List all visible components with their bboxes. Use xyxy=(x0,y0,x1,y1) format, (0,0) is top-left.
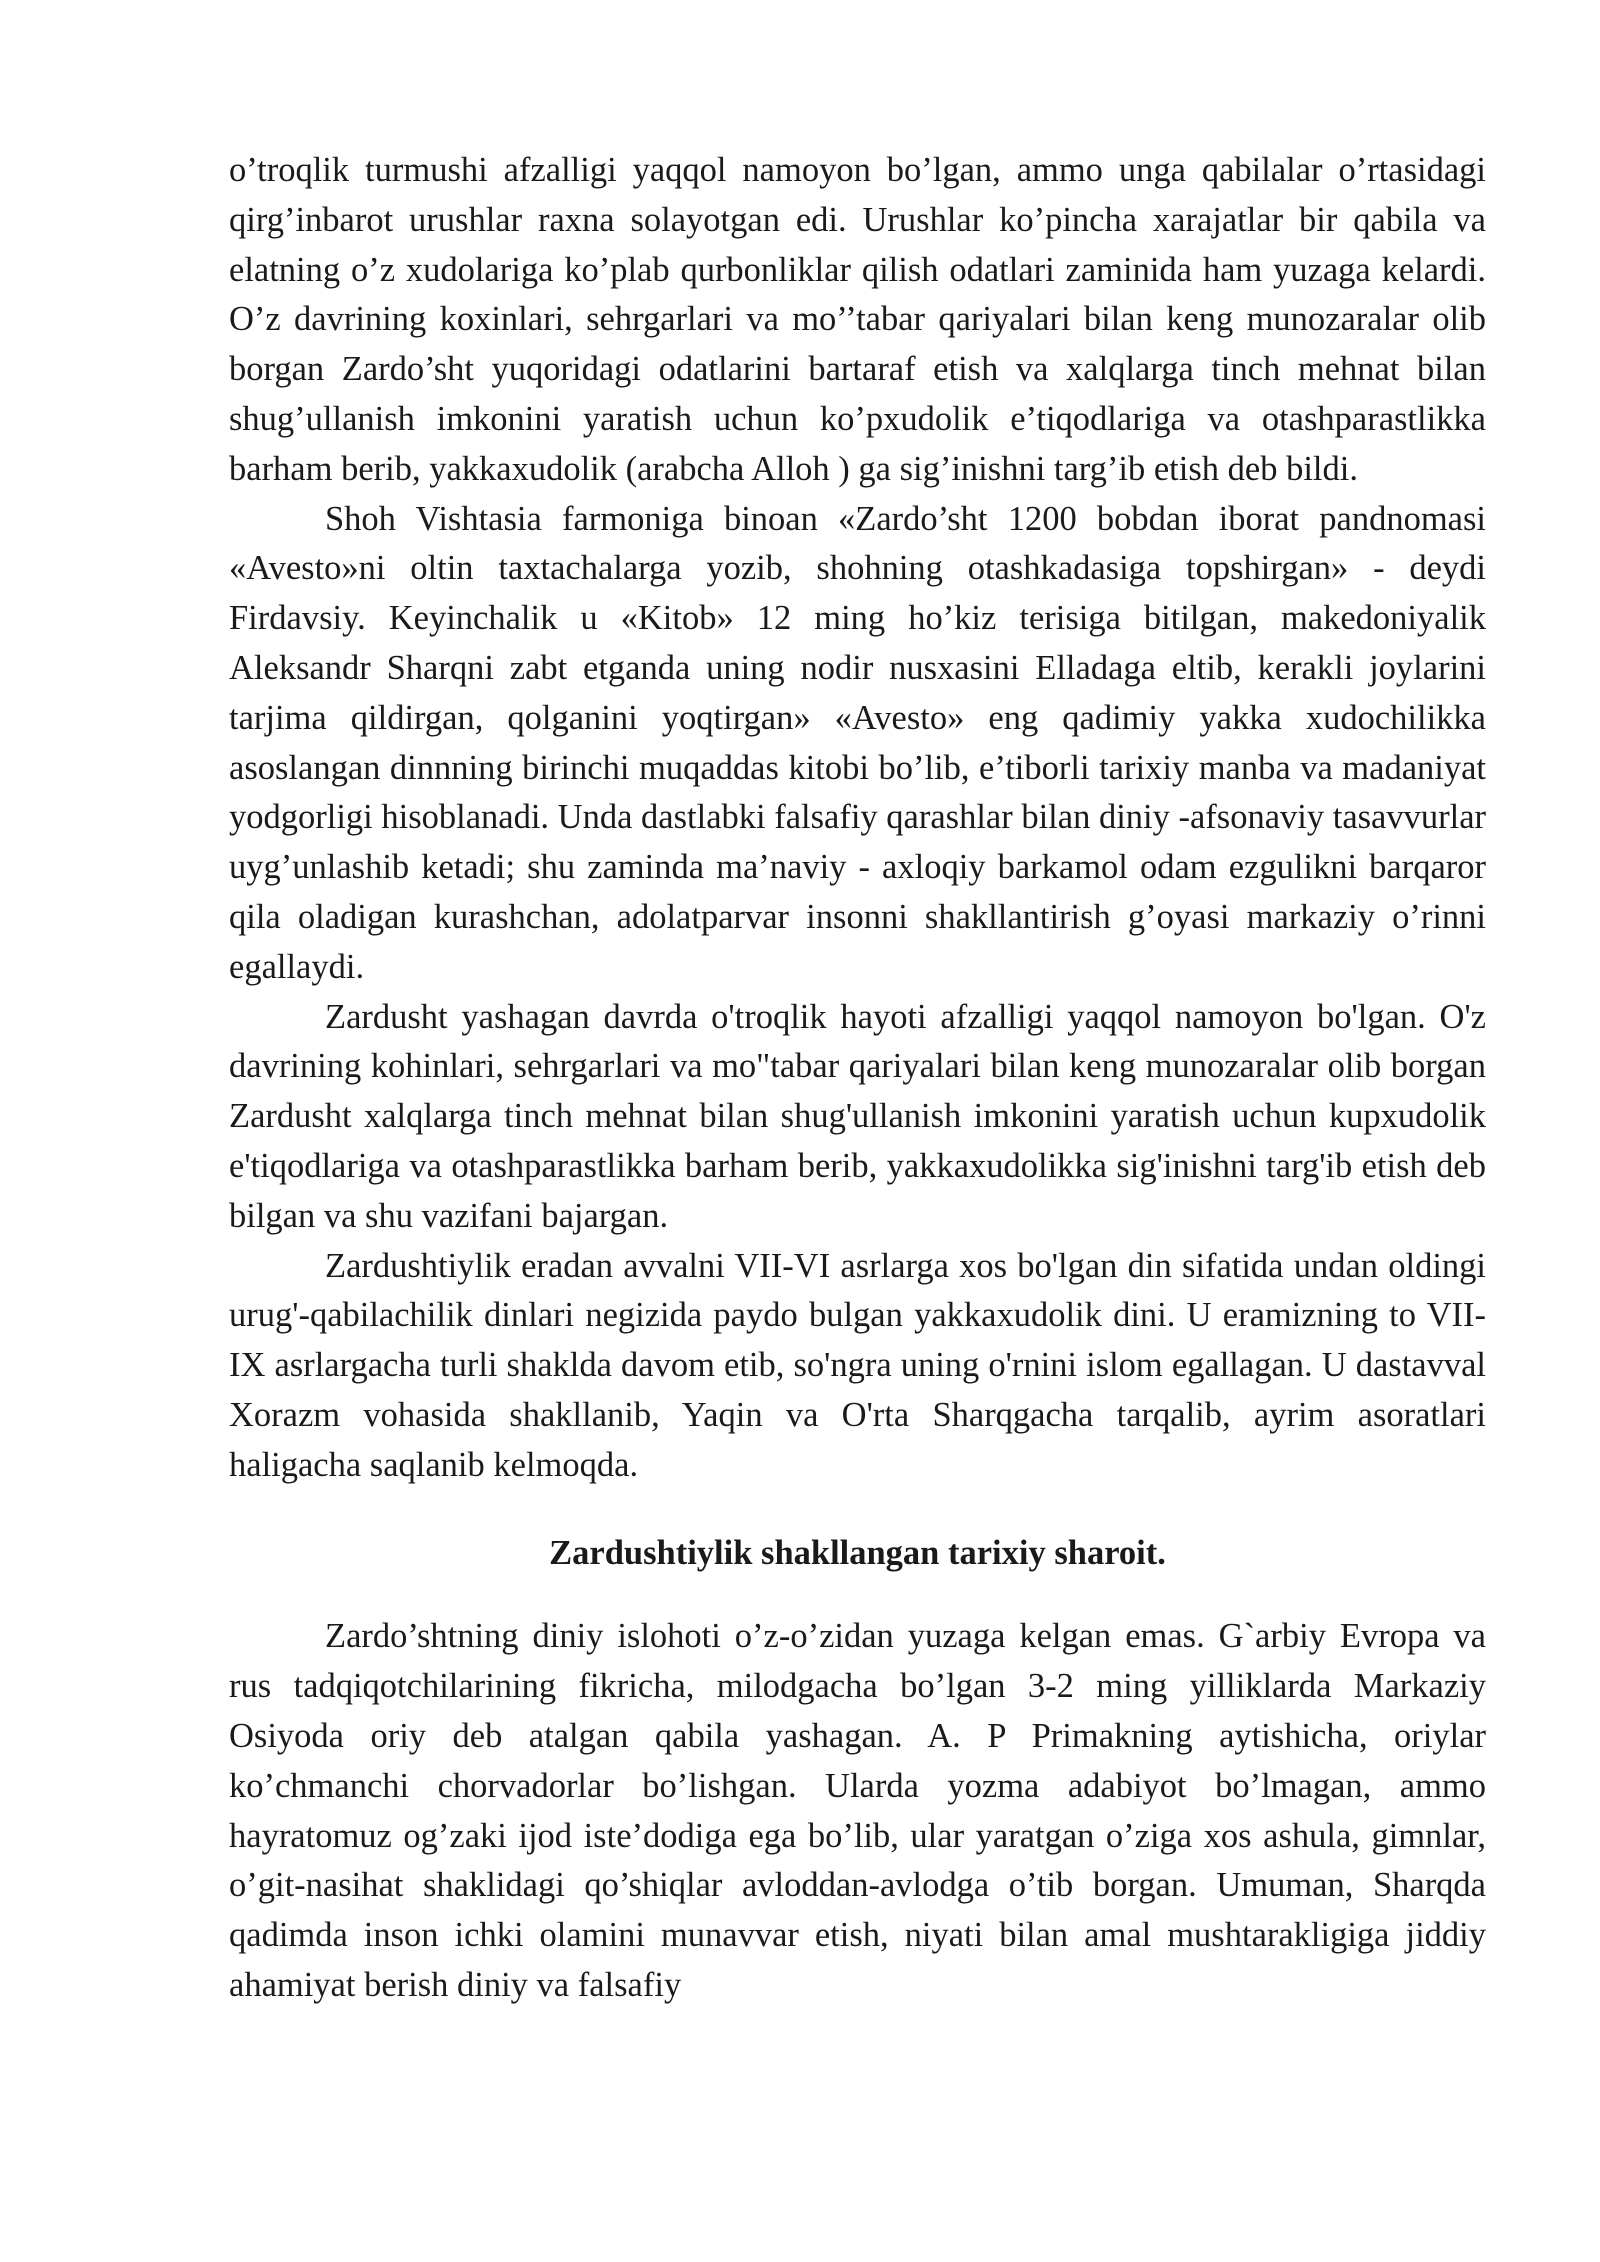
paragraph-continued: o’troqlik turmushi afzalligi yaqqol namoyon bo’lgan, ammo unga qabilalar o’rtasidagi qirg’inbarot urushlar raxna solayotgan edi. Urushlar ko’pincha xarajatlar bir qabila va elatning o’z xudolariga ko’plab qurbonliklar qilish odatlari zaminida ham yuzaga kelardi. O’z davrining koxinlari, sehrgarlari va mo’’tabar qariyalari bilan keng munozaralar olib borgan Zardo’sht yuqoridagi odatlarini bartaraf etish va xalqlarga tinch mehnat bilan shug’ullanish imkonini yaratish uchun ko’pxudolik e’tiqodlariga va otashparastlikka barham berib, yakkaxudolik (arabcha Alloh ) ga sig’inishni targ’ib etish deb bildi. xyxy=(229,151,1486,488)
paragraph-zardushtiylik-religion: Zardushtiylik eradan avvalni VII-VI asrlarga xos bo'lgan din sifatida undan oldingi urug'-qabilachilik dinlari negizida paydo bulgan yakkaxudolik dini. U eramizning to VII-IX asrlargacha turli shaklda davom etib, so'ngra uning o'rnini islom egallagan. U dastavval Xorazm vohasida shakllanib, Yaqin va O'rta Sharqgacha tarqalib, ayrim asoratlari haligacha saqlanib kelmoqda. xyxy=(229,1246,1486,1484)
section-heading: Zardushtiylik shakllangan tarixiy sharoit. xyxy=(549,1533,1166,1572)
paragraph-avesto: Shoh Vishtasia farmoniga binoan «Zardo’sht 1200 bobdan iborat pandnomasi «Avesto»ni oltin taxtachalarga yozib, shohning otashkadasiga topshirgan» - deydi Firdavsiy. Keyinchalik u «Kitob» 12 ming ho’kiz terisiga bitilgan, makedoniyalik Aleksandr Sharqni zabt etganda uning nodir nusxasini Elladaga eltib, kerakli joylarini tarjima qildirgan, qolganini yoqtirgan» «Avesto» eng qadimiy yakka xudochilikka asoslangan dinnning birinchi muqaddas kitobi bo’lib, e’tiborli tarixiy manba va madaniyat yodgorligi hisoblanadi. Unda dastlabki falsafiy qarashlar bilan diniy -afsonaviy tasavvurlar uyg’unlashib ketadi; shu zaminda ma’naviy - axloqiy barkamol odam ezgulikni barqaror qila oladigan kurashchan, adolatparvar insonni shakllantirish g’oyasi markaziy o’rinni egallaydi. xyxy=(229,499,1486,986)
paragraph-zardusht-era: Zardusht yashagan davrda o'troqlik hayoti afzalligi yaqqol namoyon bo'lgan. O'z davrining kohinlari, sehrgarlari va mo"tabar qariyalari bilan keng munozaralar olib borgan Zardusht xalqlarga tinch mehnat bilan shug'ullanish imkonini yaratish uchun kupxudolik e'tiqodlariga va otashparastlikka barham berib, yakkaxudolikka sig'inishni targ'ib etish deb bilgan va shu vazifani bajargan. xyxy=(229,997,1486,1235)
paragraph-religious-reform: Zardo’shtning diniy islohoti o’z-o’zidan yuzaga kelgan emas. G`arbiy Evropa va rus tadqiqotchilarining fikricha, milodgacha bo’lgan 3-2 ming yilliklarda Markaziy Osiyoda oriy deb atalgan qabila yashagan. A. P Primakning aytishicha, oriylar ko’chmanchi chorvadorlar bo’lishgan. Ularda yozma adabiyot bo’lmagan, ammo hayratomuz og’zaki ijod iste’dodiga ega bo’lib, ular yaratgan o’ziga xos ashula, gimnlar, o’git-nasihat shaklidagi qo’shiqlar avloddan-avlodga o’tib borgan. Umuman, Sharqda qadimda inson ichki olamini munavvar etish, niyati bilan amal mushtarakligiga jiddiy ahamiyat berish diniy va falsafiy xyxy=(229,1617,1486,2004)
document-page xyxy=(229,146,1486,2011)
